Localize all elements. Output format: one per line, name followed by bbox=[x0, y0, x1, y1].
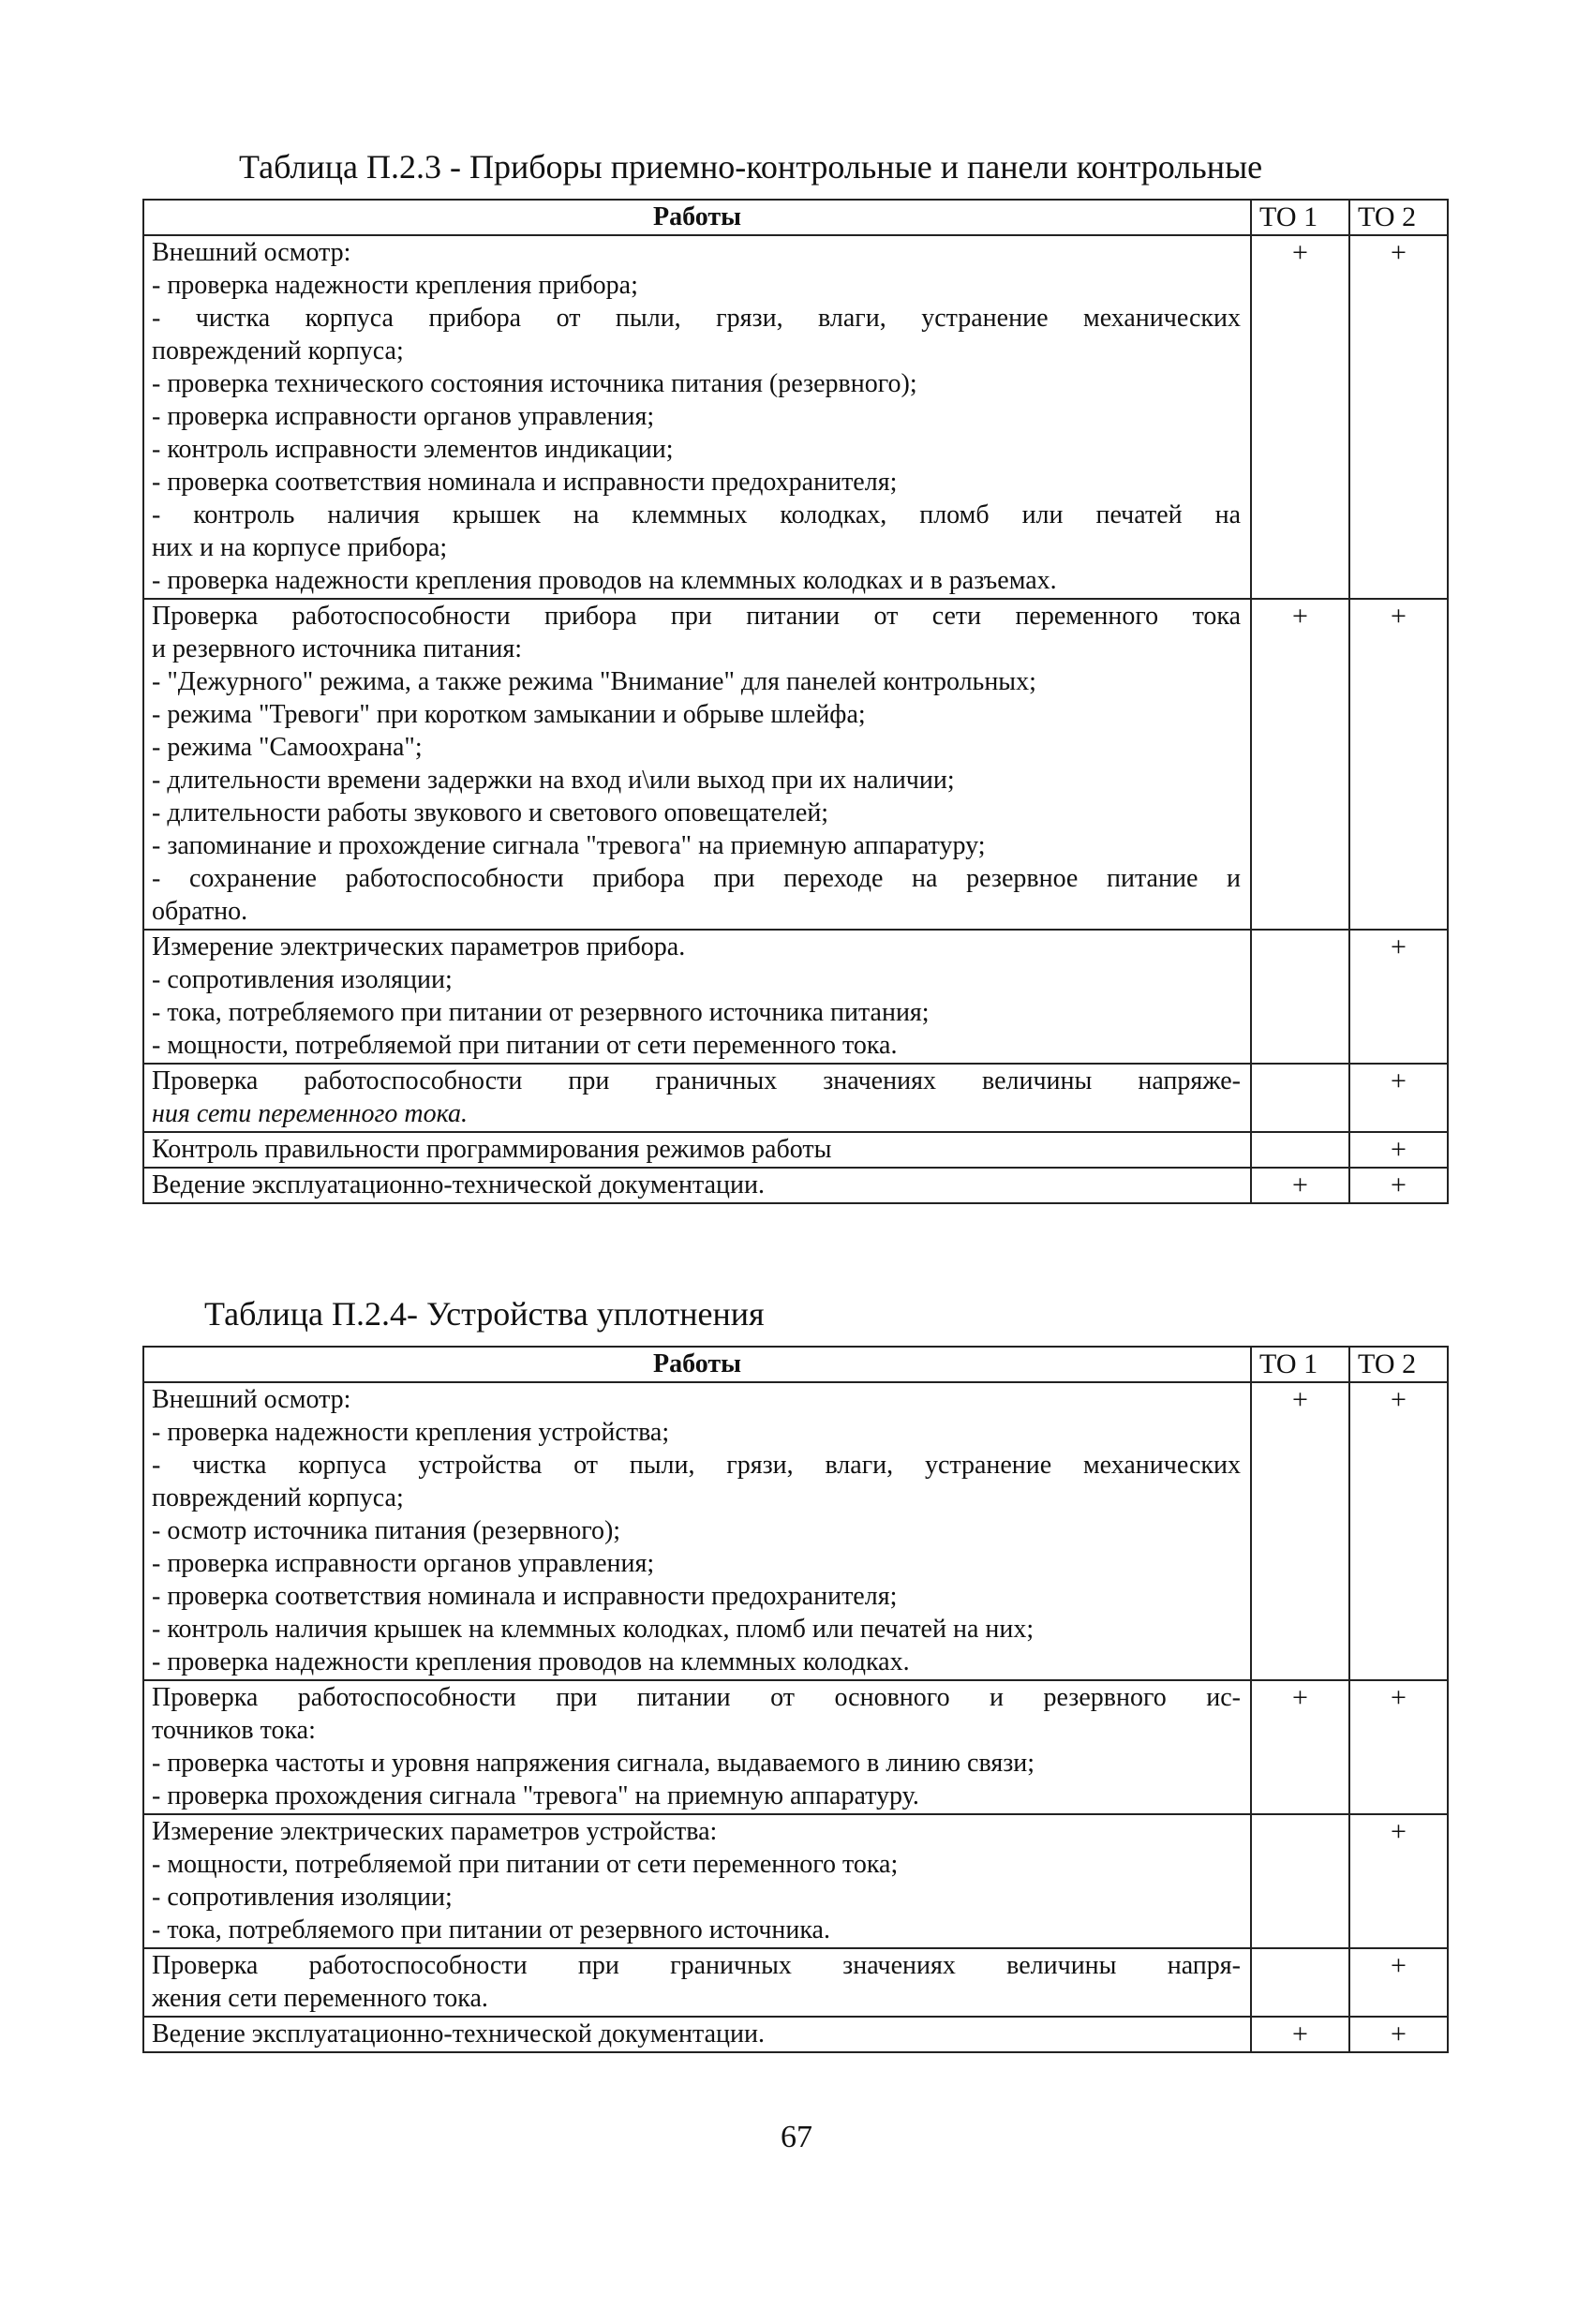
text-line: повреждений корпуса; bbox=[152, 336, 404, 365]
header-to2: ТО 2 bbox=[1349, 200, 1448, 235]
header-to2: ТО 2 bbox=[1349, 1347, 1448, 1382]
to2-mark: + bbox=[1349, 1814, 1448, 1948]
to2-mark: + bbox=[1349, 1168, 1448, 1203]
text-line: - проверка надежности крепления прибора; bbox=[152, 271, 638, 300]
table-row bbox=[143, 1382, 1448, 1680]
text-line: - мощности, потребляемой при питании от сети переменного тока; bbox=[152, 1850, 899, 1879]
text-line: - мощности, потребляемой при питании от сети переменного тока. bbox=[152, 1031, 898, 1060]
text-line: Проверка работоспособности при граничных значениях величины напряже- bbox=[152, 1066, 1241, 1095]
header-works: Работы bbox=[143, 1347, 1251, 1382]
text-line: - контроль наличия крышек на клеммных колодках, пломб или печатей на bbox=[152, 500, 1241, 529]
text-line: - контроль исправности элементов индикации; bbox=[152, 435, 674, 464]
to2-mark: + bbox=[1349, 599, 1448, 930]
to1-mark: + bbox=[1251, 599, 1349, 930]
page-number: 67 bbox=[781, 2120, 812, 2154]
text-line: - тока, потребляемого при питании от резервного источника. bbox=[152, 1915, 830, 1944]
text-line: - проверка прохождения сигнала "тревога" на приемную аппаратуру. bbox=[152, 1781, 919, 1810]
table-row bbox=[143, 235, 1448, 599]
text-line: - чистка корпуса устройства от пыли, грязи, влаги, устранение механических bbox=[152, 1451, 1241, 1480]
text-line: - проверка частоты и уровня напряжения сигнала, выдаваемого в линию связи; bbox=[152, 1749, 1035, 1778]
works-cell bbox=[143, 1382, 1251, 1680]
text-line: повреждений корпуса; bbox=[152, 1483, 404, 1512]
works-cell bbox=[143, 1168, 1251, 1203]
to1-mark bbox=[1251, 1132, 1349, 1168]
to1-mark: + bbox=[1251, 2017, 1349, 2052]
text-line: - проверка исправности органов управления; bbox=[152, 1549, 655, 1578]
works-cell bbox=[143, 2017, 1251, 2052]
to2-mark: + bbox=[1349, 2017, 1448, 2052]
to1-mark bbox=[1251, 1064, 1349, 1132]
table-row bbox=[143, 2017, 1448, 2052]
text-line: Внешний осмотр: bbox=[152, 238, 351, 267]
to1-mark: + bbox=[1251, 235, 1349, 599]
text-line: них и на корпусе прибора; bbox=[152, 533, 448, 562]
to2-mark: + bbox=[1349, 1948, 1448, 2017]
text-line: Проверка работоспособности при граничных значениях величины напря- bbox=[152, 1951, 1241, 1980]
text-line: - "Дежурного" режима, а также режима "Внимание" для панелей контрольных; bbox=[152, 667, 1036, 696]
to2-mark: + bbox=[1349, 1064, 1448, 1132]
text-line: Ведение эксплуатационно-технической документации. bbox=[152, 2019, 765, 2048]
text-line: - чистка корпуса прибора от пыли, грязи, влаги, устранение механических bbox=[152, 304, 1241, 333]
text-line: - режима "Тревоги" при коротком замыкании и обрыве шлейфа; bbox=[152, 700, 866, 729]
works-cell bbox=[143, 1814, 1251, 1948]
works-cell bbox=[143, 1132, 1251, 1168]
text-line: Контроль правильности программирования режимов работы bbox=[152, 1135, 832, 1164]
table-row bbox=[143, 1064, 1448, 1132]
works-cell bbox=[143, 235, 1251, 599]
table-row bbox=[143, 1948, 1448, 2017]
text-line: жения сети переменного тока. bbox=[152, 1984, 488, 2013]
table-caption: Таблица П.2.3 - Приборы приемно-контрольные и панели контрольные bbox=[239, 148, 1263, 186]
text-line: - длительности времени задержки на вход и\или выход при их наличии; bbox=[152, 766, 955, 795]
text-line: - проверка соответствия номинала и исправности предохранителя; bbox=[152, 1582, 898, 1611]
maintenance-table-control-panels bbox=[142, 199, 1449, 1204]
table-row bbox=[143, 1814, 1448, 1948]
text-line: Внешний осмотр: bbox=[152, 1385, 351, 1414]
works-cell bbox=[143, 1680, 1251, 1814]
table-caption: Таблица П.2.4- Устройства уплотнения bbox=[204, 1295, 765, 1333]
works-cell bbox=[143, 930, 1251, 1064]
text-line: - проверка надежности крепления проводов на клеммных колодках и в разъемах. bbox=[152, 566, 1057, 595]
to1-mark bbox=[1251, 1948, 1349, 2017]
header-to1: ТО 1 bbox=[1251, 200, 1349, 235]
text-line: - проверка надежности крепления устройства; bbox=[152, 1418, 670, 1447]
to1-mark bbox=[1251, 930, 1349, 1064]
text-line: - запоминание и прохождение сигнала "тревога" на приемную аппаратуру; bbox=[152, 831, 986, 860]
table-row bbox=[143, 1132, 1448, 1168]
text-line: и резервного источника питания: bbox=[152, 634, 523, 663]
text-line: - осмотр источника питания (резервного); bbox=[152, 1516, 621, 1545]
header-to1: ТО 1 bbox=[1251, 1347, 1349, 1382]
text-line: - проверка соответствия номинала и исправности предохранителя; bbox=[152, 468, 898, 497]
text-line: Ведение эксплуатационно-технической документации. bbox=[152, 1170, 765, 1199]
to2-mark: + bbox=[1349, 1680, 1448, 1814]
maintenance-table-multiplexers bbox=[142, 1346, 1449, 2053]
works-cell bbox=[143, 1064, 1251, 1132]
to1-mark: + bbox=[1251, 1680, 1349, 1814]
works-cell bbox=[143, 1948, 1251, 2017]
text-line: - контроль наличия крышек на клеммных колодках, пломб или печатей на них; bbox=[152, 1615, 1035, 1644]
text-line: - проверка исправности органов управления; bbox=[152, 402, 655, 431]
to2-mark: + bbox=[1349, 1132, 1448, 1168]
text-line: точников тока: bbox=[152, 1716, 316, 1745]
table-row bbox=[143, 599, 1448, 930]
text-line: - режима "Самоохрана"; bbox=[152, 733, 423, 762]
to2-mark: + bbox=[1349, 930, 1448, 1064]
text-line: - сопротивления изоляции; bbox=[152, 965, 453, 994]
text-line: - тока, потребляемого при питании от резервного источника питания; bbox=[152, 998, 930, 1027]
table-row bbox=[143, 1680, 1448, 1814]
table-header-row bbox=[143, 200, 1448, 235]
to1-mark: + bbox=[1251, 1382, 1349, 1680]
table-header-row bbox=[143, 1347, 1448, 1382]
text-line: - сохранение работоспособности прибора при переходе на резервное питание и bbox=[152, 864, 1241, 893]
works-cell bbox=[143, 599, 1251, 930]
text-line: Измерение электрических параметров прибора. bbox=[152, 932, 686, 961]
text-line: - длительности работы звукового и светового оповещателей; bbox=[152, 798, 829, 827]
text-line: Измерение электрических параметров устройства: bbox=[152, 1817, 718, 1846]
to2-mark: + bbox=[1349, 1382, 1448, 1680]
text-line: Проверка работоспособности при питании от основного и резервного ис- bbox=[152, 1683, 1241, 1712]
text-line: обратно. bbox=[152, 897, 248, 926]
header-works: Работы bbox=[143, 200, 1251, 235]
table-row bbox=[143, 1168, 1448, 1203]
table-row bbox=[143, 930, 1448, 1064]
text-line: Проверка работоспособности прибора при питании от сети переменного тока bbox=[152, 602, 1241, 631]
text-line: - проверка технического состояния источника питания (резервного); bbox=[152, 369, 917, 398]
to1-mark bbox=[1251, 1814, 1349, 1948]
text-line: - сопротивления изоляции; bbox=[152, 1883, 453, 1912]
to1-mark: + bbox=[1251, 1168, 1349, 1203]
text-line: - проверка надежности крепления проводов на клеммных колодках. bbox=[152, 1647, 910, 1676]
text-line: ния сети переменного тока. bbox=[152, 1099, 469, 1128]
to2-mark: + bbox=[1349, 235, 1448, 599]
